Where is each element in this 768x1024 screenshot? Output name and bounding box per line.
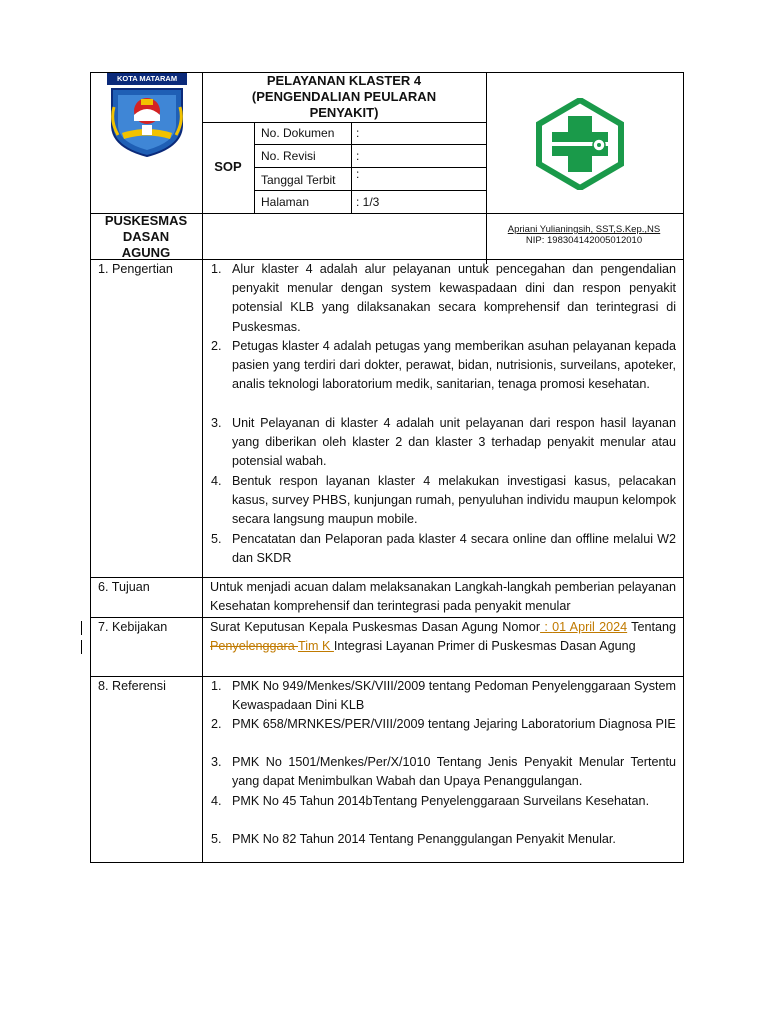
signatory-nip: NIP: 198304142005012010 xyxy=(525,235,643,246)
signatory xyxy=(486,224,682,246)
referensi-item-2: PMK 658/MRNKES/PER/VIII/2009 tentang Jejaring Laboratorium Diagnosa PIE xyxy=(232,717,676,731)
pengertian-item-4-number: 4. xyxy=(211,474,222,488)
field-row-line-3 xyxy=(254,190,486,191)
revision-bar-2 xyxy=(81,640,82,654)
referensi-item-5: PMK No 82 Tahun 2014 Tentang Penanggulangan Penyakit Menular. xyxy=(232,832,616,846)
referensi-item-4: PMK No 45 Tahun 2014bTentang Penyelenggaraan Surveilans Kesehatan. xyxy=(232,794,650,808)
kebijakan-deleted-text: Penyelenggara xyxy=(210,639,298,654)
referensi-item-5-number: 5. xyxy=(211,832,222,846)
title-line-2: (PENGENDALIAN PEULARAN xyxy=(251,89,437,104)
pengertian-item-5: Pencatatan dan Pelaporan pada klaster 4 secara online dan offline melalui W2 dan SKDR xyxy=(232,532,676,566)
kebijakan-text xyxy=(210,618,676,656)
referensi-item-1: PMK No 949/Menkes/SK/VIII/2009 tentang Pedoman Penyelenggaraan System Kewaspadaan Dini KLB xyxy=(232,679,676,713)
title-bottom-line xyxy=(202,122,486,123)
city-emblem-icon xyxy=(104,85,190,157)
title-line-3: PENYAKIT) xyxy=(309,105,379,120)
signatory-name: Apriani Yulianingsih, SST,S.Kep.,NS xyxy=(507,224,661,235)
kota-mataram-logo xyxy=(104,73,190,157)
city-badge: KOTA MATARAM xyxy=(107,73,187,85)
referensi-item-1-number: 1. xyxy=(211,679,222,693)
kebijakan-colon-inserted: : xyxy=(540,620,553,634)
puskesmas-logo-icon xyxy=(533,98,627,190)
pengertian-item-2-number: 2. xyxy=(211,339,222,353)
label-column-divider xyxy=(202,259,203,863)
org-line-2: DASAN xyxy=(122,229,170,244)
revision-bar-1 xyxy=(81,621,82,635)
kebijakan-tentang: Tentang xyxy=(631,620,676,634)
section-label-referensi: 8. Referensi xyxy=(98,679,166,693)
pengertian-item-2: Petugas klaster 4 adalah petugas yang memberikan asuhan pelayanan kepada pasien yang terdiri dari dokter, perawat, bidan, nutrisionis, surveilans, apoteker, analis teknologi laboratorium medik, sanitarian, tenaga promosi kesehatan. xyxy=(232,339,676,392)
org-line-3: AGUNG xyxy=(121,245,171,260)
field-row-line-2 xyxy=(254,167,486,168)
field-label-no-dokumen: No. Dokumen xyxy=(261,126,335,140)
field-value-tanggal-terbit: : xyxy=(356,167,360,181)
pengertian-item-1-number: 1. xyxy=(211,262,222,276)
document-title xyxy=(202,73,486,121)
kebijakan-date-inserted: 01 April 2024 xyxy=(552,620,628,634)
pengertian-item-5-number: 5. xyxy=(211,532,222,546)
field-row-line-1 xyxy=(254,144,486,145)
title-line-1: PELAYANAN KLASTER 4 xyxy=(266,73,422,88)
field-label-halaman: Halaman xyxy=(261,195,310,209)
referensi-item-4-number: 4. xyxy=(211,794,222,808)
kebijakan-inserted-text: Tim K xyxy=(298,639,334,654)
pengertian-item-1: Alur klaster 4 adalah alur pelayanan untuk pencegahan dan pengendalian penyakit menular dengan system kewaspadaan dini dan respon penyakit potensial KLB yang dilaksanakan secara komprehensif dan terintegrasi di Puskesmas. xyxy=(232,262,676,334)
section-label-kebijakan: 7. Kebijakan xyxy=(98,620,168,634)
referensi-item-3-number: 3. xyxy=(211,755,222,769)
section-label-pengertian: 1. Pengertian xyxy=(98,262,173,276)
organization-name xyxy=(90,213,202,261)
referensi-item-2-number: 2. xyxy=(211,717,222,731)
referensi-item-3: PMK No 1501/Menkes/Per/X/1010 Tentang Jenis Penyakit Menular Tertentu yang dapat Menimbulkan Wabah dan Upaya Penanggulangan. xyxy=(232,755,676,789)
kebijakan-part-1: Surat Keputusan Kepala Puskesmas Dasan Agung Nomor xyxy=(210,620,541,634)
pengertian-item-3: Unit Pelayanan di klaster 4 adalah unit pelayanan dari respon hasil layanan yang diberikan oleh klaster 2 dan klaster 3 terhadap penyakit menular atau potensial wabah. xyxy=(232,416,676,469)
field-label-tanggal-terbit: Tanggal Terbit xyxy=(261,173,336,187)
pengertian-item-4: Bentuk respon layanan klaster 4 melakukan investigasi kasus, pelacakan kasus, survey PHBS, kunjungan rumah, penyuluhan individu maupun kelompok secara langsung maupun mobile. xyxy=(232,474,676,527)
field-value-halaman: : 1/3 xyxy=(356,195,380,209)
org-line-1: PUSKESMAS xyxy=(104,213,188,228)
kebijakan-part-2: Integrasi Layanan Primer di Puskesmas Dasan Agung xyxy=(333,639,636,654)
sop-label: SOP xyxy=(214,159,242,174)
field-value-no-revisi: : xyxy=(356,149,360,163)
field-value-no-dokumen: : xyxy=(356,126,360,140)
pengertian-item-3-number: 3. xyxy=(211,416,222,430)
tujuan-text: Untuk menjadi acuan dalam melaksanakan Langkah-langkah pemberian pelayanan Kesehatan komprehensif dan terintegrasi pada penyakit menular xyxy=(210,580,676,614)
section-label-tujuan: 6. Tujuan xyxy=(98,580,150,594)
field-label-no-revisi: No. Revisi xyxy=(261,149,316,163)
